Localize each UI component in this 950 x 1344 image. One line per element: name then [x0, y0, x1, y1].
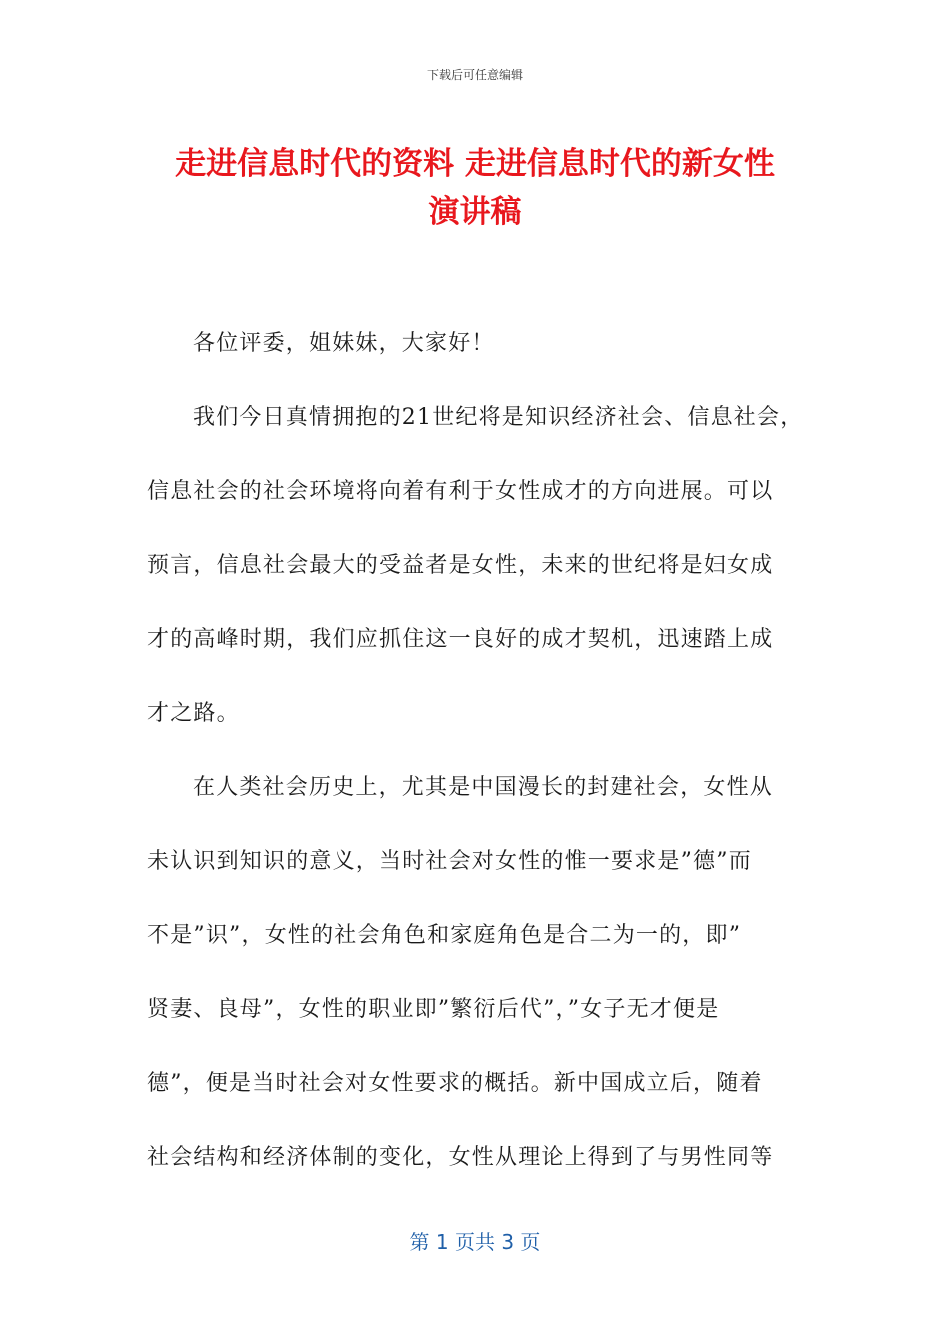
paragraph-line: 信息社会的社会环境将向着有利于女性成才的方向进展。可以: [147, 479, 774, 504]
paragraph-line: 德”，便是当时社会对女性要求的概括。新中国成立后，随着: [147, 1071, 763, 1096]
paragraph-line: 社会结构和经济体制的变化，女性从理论上得到了与男性同等: [147, 1145, 774, 1170]
title-line-1: 走进信息时代的资料 走进信息时代的新女性: [175, 146, 775, 182]
paragraph-line: 贤妻、良母”，女性的职业即”繁衍后代”，”女子无才便是: [147, 997, 720, 1022]
paragraph-line: 不是”识”，女性的社会角色和家庭角色是合二为一的，即”: [147, 923, 742, 948]
header-note: 下载后可任意编辑: [426, 68, 523, 82]
document-body: [147, 322, 807, 1210]
paragraph-line: 才之路。: [147, 701, 240, 726]
paragraph-line: 未认识到知识的意义，当时社会对女性的惟一要求是”德”而: [147, 849, 752, 874]
paragraph-line: 各位评委，姐妹妹，大家好！: [193, 331, 495, 356]
document-title: [120, 140, 830, 236]
paragraph-line: 在人类社会历史上，尤其是中国漫长的封建社会，女性从: [193, 775, 774, 800]
page-number-footer: 第 1 页共 3 页: [409, 1230, 541, 1254]
paragraph-line: 才的高峰时期，我们应抓住这一良好的成才契机，迅速踏上成: [147, 627, 774, 652]
title-line-2: 演讲稿: [428, 194, 522, 230]
paragraph-line: 我们今日真情拥抱的21世纪将是知识经济社会、信息社会，: [193, 405, 804, 430]
paragraph-line: 预言，信息社会最大的受益者是女性，未来的世纪将是妇女成: [147, 553, 774, 578]
